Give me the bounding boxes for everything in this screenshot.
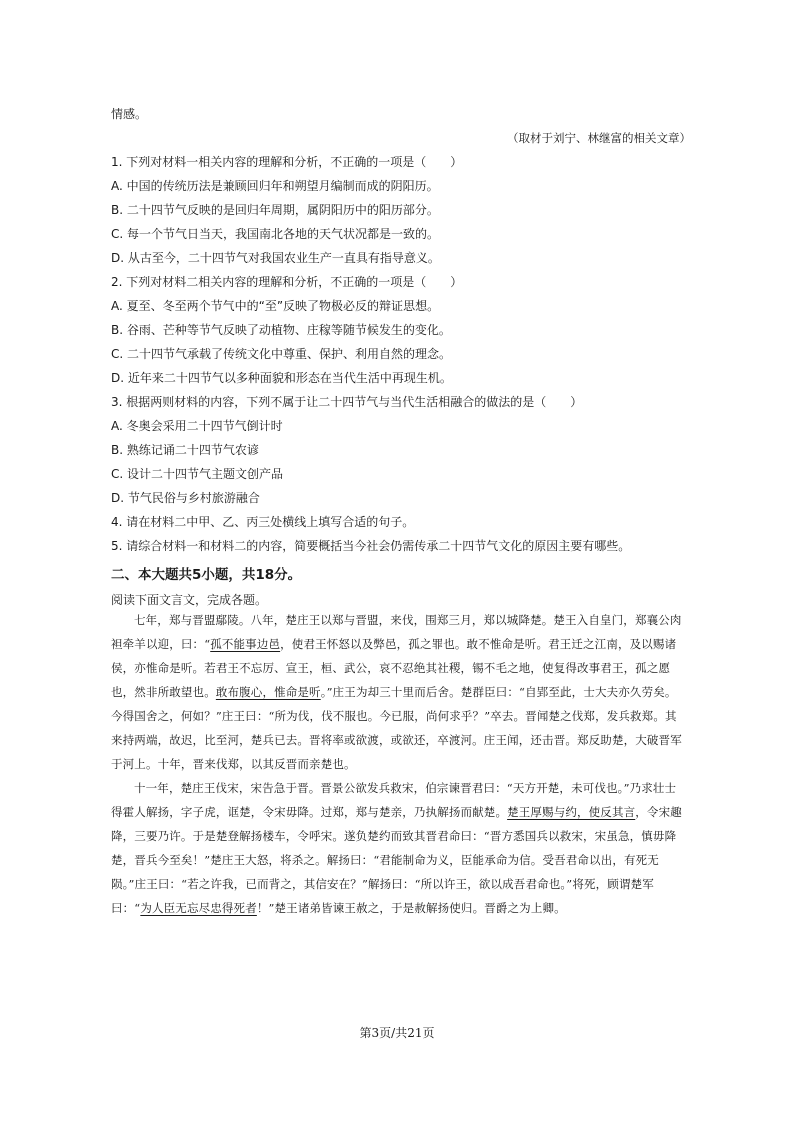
underlined-sentence-3: 楚王厚赐与约，使反其言: [507, 805, 636, 819]
page-footer: 第3页/共21页: [359, 1026, 435, 1040]
question-1-option-b: B. 二十四节气反映的是回归年周期，属阴阳历中的阳历部分。: [111, 203, 439, 217]
question-2-option-d: D. 近年来二十四节气以多种面貌和形态在当代生活中再现生机。: [111, 371, 452, 385]
passage-text: 七年，郑与晋盟鄢陵。八年，楚庄王以郑与晋盟，来伐，围郑三月，郑以城降楚。楚王入自皇门，郑襄公肉袒牵羊以迎，曰：“: [111, 613, 682, 651]
intro-text: 情感。: [111, 107, 148, 121]
underlined-sentence-1: 孤不能事边邑: [210, 637, 281, 651]
question-3-option-b: B. 熟练记诵二十四节气农谚: [111, 443, 259, 457]
passage-text: ，使君王怀怒以及弊邑，孤之罪也。敢不惟命是听。君王迁之江南，及以赐诸侯，亦惟命是听。若君王不忘厉、宣王，桓、武公，哀不忍绝其社稷，锡不毛之地，使复得改事君王，孤之愿也，然非所敢望也。: [111, 637, 677, 699]
question-4: 4. 请在材料二中甲、乙、丙三处横线上填写合适的句子。: [111, 515, 415, 529]
question-1-option-d: D. 从古至今，二十四节气对我国农业生产一直具有指导意义。: [111, 251, 440, 265]
passage-text: ，令宋趣降，三要乃许。于是楚登解扬楼车，令呼宋。遂负楚约而致其晋君命曰：“晋方悉国兵以救宋，宋虽急，慎毋降楚，晋兵今至矣！”楚庄王大怒，将杀之。解扬曰：“君能制命为义，臣能承命为信。受吾君命以出，有死无陨。”庄王曰：“若之许我，已而背之，其信安在？”解扬曰：“所以许王，欲以成吾君命也。”将死，顾谓楚军曰：“: [111, 805, 682, 915]
question-2-option-b: B. 谷雨、芒种等节气反映了动植物、庄稼等随节候发生的变化。: [111, 323, 451, 337]
section-title: 二、本大题共5小题，共18分。: [111, 567, 302, 583]
question-1-option-a: A. 中国的传统历法是兼顾回归年和朔望月编制而成的阴阳历。: [111, 179, 439, 193]
source-note: （取材于刘宁、林继富的相关文章）: [507, 131, 691, 145]
question-3-stem: 3. 根据两则材料的内容，下列不属于让二十四节气与当代生活相融合的做法的是（ ）: [111, 395, 583, 409]
question-2-option-a: A. 夏至、冬至两个节气中的“至”反映了物极必反的辩证思想。: [111, 299, 440, 313]
reading-instruction: 阅读下面文言文，完成各题。: [111, 593, 268, 607]
question-3-option-a: A. 冬奥会采用二十四节气倒计时: [111, 419, 283, 433]
underlined-sentence-2: 敢布腹心，惟命是听: [215, 685, 321, 699]
passage-text: ！”楚王诸弟皆谏王赦之，于是赦解扬使归。晋爵之为上卿。: [256, 901, 566, 915]
underlined-sentence-4: 为人臣无忘尽忠得死者: [140, 901, 257, 915]
passage-text: 。”庄王为却三十里而后舍。楚群臣曰：“自郢至此，士大夫亦久劳矣。今得国舍之，何如？”庄王曰：“所为伐，伐不服也。今已服，尚何求乎？”卒去。晋闻楚之伐郑，发兵救郑。其来持两端，故迟，比至河，楚兵已去。晋将率或欲渡，或欲还，卒渡河。庄王闻，还击晋。郑反助楚，大破晋军于河上。十年，晋来伐郑，以其反晋而亲楚也。: [111, 685, 682, 771]
question-1-stem: 1. 下列对材料一相关内容的理解和分析，不正确的一项是（ ）: [111, 155, 463, 169]
passage-text: 十一年，楚庄王伐宋，宋告急于晋。晋景公欲发兵救宋，伯宗谏晋君曰：“天方开楚，未可伐也。”乃求壮士得霍人解扬，字子虎，诓楚，令宋毋降。过郑，郑与楚亲，乃执解扬而献楚。: [111, 781, 677, 819]
question-3-option-c: C. 设计二十四节气主题文创产品: [111, 467, 284, 481]
question-1-option-c: C. 每一个节气日当天，我国南北各地的天气状况都是一致的。: [111, 227, 440, 241]
question-2-stem: 2. 下列对材料二相关内容的理解和分析，不正确的一项是（ ）: [111, 275, 463, 289]
question-5: 5. 请综合材料一和材料二的内容，简要概括当今社会仍需传承二十四节气文化的原因主要有哪些。: [111, 539, 631, 553]
classical-passage-paragraph-1: [111, 608, 686, 776]
classical-passage-paragraph-2: [111, 776, 686, 920]
question-3-option-d: D. 节气民俗与乡村旅游融合: [111, 491, 260, 505]
question-2-option-c: C. 二十四节气承载了传统文化中尊重、保护、利用自然的理念。: [111, 347, 452, 361]
